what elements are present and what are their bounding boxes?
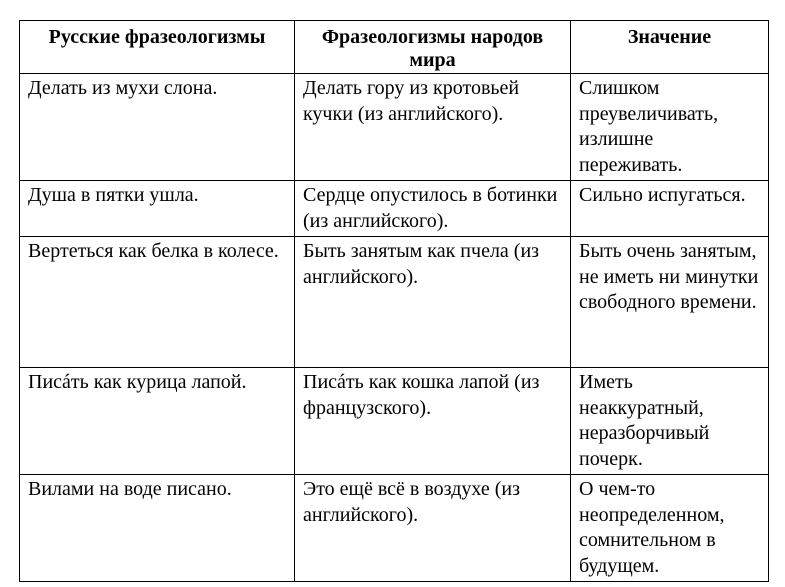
cell-world: Делать гору из кротовьей кучки (из английского). xyxy=(295,74,571,181)
cell-meaning: Иметь неаккуратный, неразборчивый почерк. xyxy=(571,368,769,475)
header-world-phraseologisms: Фразеологизмы народов мира xyxy=(295,21,571,74)
cell-russian: Делать из мухи слона. xyxy=(20,74,295,181)
cell-world: Сердце опустилось в ботинки (из английского). xyxy=(295,181,571,237)
cell-russian: Вертеться как белка в колесе. xyxy=(20,237,295,368)
header-meaning: Значение xyxy=(571,21,769,74)
phraseology-table xyxy=(19,20,769,582)
table-row xyxy=(20,181,769,237)
header-russian-phraseologisms: Русские фразеологизмы xyxy=(20,21,295,74)
cell-meaning: Быть очень занятым, не иметь ни минутки свободного времени. xyxy=(571,237,769,368)
table-row xyxy=(20,237,769,368)
header-row xyxy=(20,21,769,74)
cell-meaning: Слишком преувеличивать, излишне переживать. xyxy=(571,74,769,181)
table-row xyxy=(20,74,769,181)
cell-world: Это ещё всё в воздухе (из английского). xyxy=(295,475,571,582)
table-row xyxy=(20,368,769,475)
cell-russian: Душа в пятки ушла. xyxy=(20,181,295,237)
table-row xyxy=(20,475,769,582)
cell-world: Быть занятым как пчела (из английского). xyxy=(295,237,571,368)
cell-meaning: О чем-то неопределенном, сомнительном в будущем. xyxy=(571,475,769,582)
cell-russian: Писáть как курица лапой. xyxy=(20,368,295,475)
cell-world: Писáть как кошка лапой (из французского). xyxy=(295,368,571,475)
cell-russian: Вилами на воде писано. xyxy=(20,475,295,582)
cell-meaning: Сильно испугаться. xyxy=(571,181,769,237)
